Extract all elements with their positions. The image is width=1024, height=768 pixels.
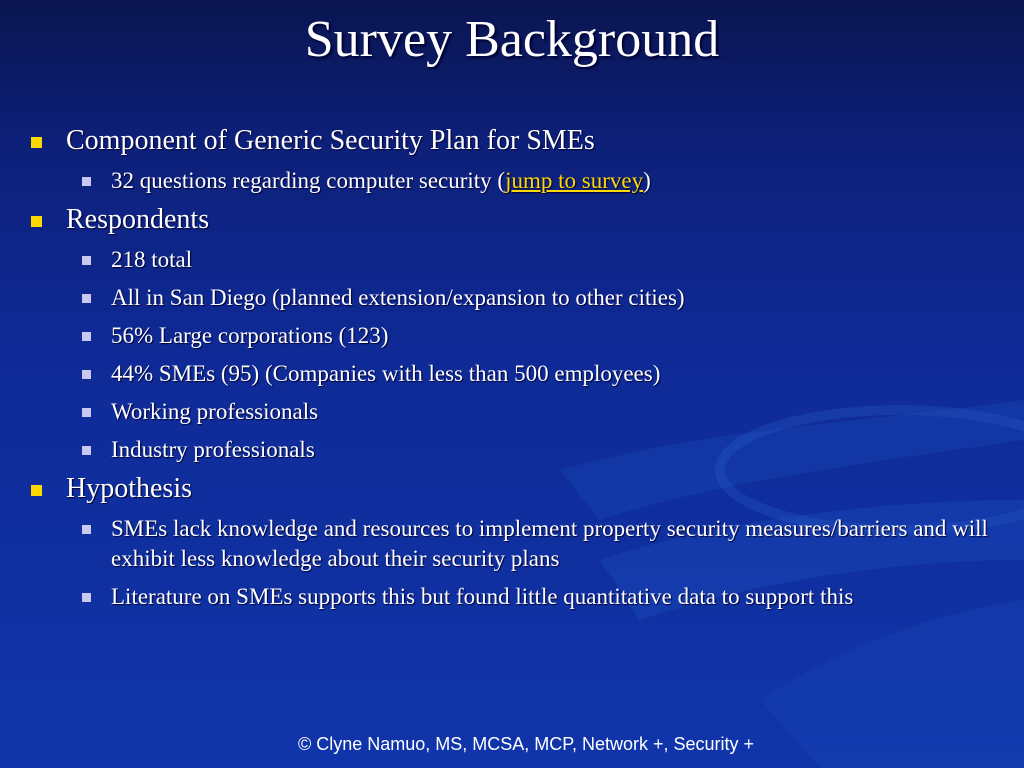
lavender-square-bullet-icon <box>82 370 91 379</box>
sub-bullet-item <box>28 397 988 427</box>
lavender-square-bullet-icon <box>82 593 91 602</box>
lavender-square-bullet-icon <box>82 256 91 265</box>
slide-body <box>28 124 988 612</box>
bullet-text: Hypothesis <box>66 473 192 504</box>
sub-bullet-item <box>28 321 988 351</box>
lavender-square-bullet-icon <box>82 294 91 303</box>
lavender-square-bullet-icon <box>82 446 91 455</box>
sub-bullet-text: 218 total <box>111 247 193 272</box>
slide-footer-copyright: © Clyne Namuo, MS, MCSA, MCP, Network +, Security + <box>297 734 755 754</box>
sub-bullet-item <box>28 582 988 612</box>
lavender-square-bullet-icon <box>82 408 91 417</box>
jump-to-survey-link[interactable]: jump to survey <box>505 168 644 193</box>
sub-bullet-text: Working professionals <box>111 399 319 424</box>
lavender-square-bullet-icon <box>82 525 91 534</box>
sub-bullet-item <box>28 514 988 574</box>
sub-bullet-text: All in San Diego (planned extension/expansion to other cities) <box>111 285 685 310</box>
sub-bullet-text: SMEs lack knowledge and resources to implement property security measures/barriers and will exhibit less knowledge about their security plans <box>111 516 988 571</box>
sub-bullet-item-questions <box>28 166 988 196</box>
sub-bullet-text: 44% SMEs (95) (Companies with less than 500 employees) <box>111 361 661 386</box>
sub-bullet-item <box>28 435 988 465</box>
lavender-square-bullet-icon <box>82 177 91 186</box>
slide-title: Survey Background <box>304 11 720 68</box>
yellow-square-bullet-icon <box>31 485 42 496</box>
bullet-item-hypothesis <box>28 472 988 506</box>
sub-bullet-item <box>28 283 988 313</box>
yellow-square-bullet-icon <box>31 216 42 227</box>
sub-bullet-item <box>28 245 988 275</box>
sub-bullet-text: Literature on SMEs supports this but found little quantitative data to support this <box>111 584 854 609</box>
sub-bullet-text-suffix: ) <box>643 168 651 193</box>
lavender-square-bullet-icon <box>82 332 91 341</box>
sub-bullet-item <box>28 359 988 389</box>
yellow-square-bullet-icon <box>31 137 42 148</box>
sub-bullet-text: Industry professionals <box>111 437 315 462</box>
bullet-text: Respondents <box>66 204 210 235</box>
bullet-item-respondents <box>28 203 988 237</box>
sub-bullet-text: 32 questions regarding computer security ( <box>111 168 506 193</box>
sub-bullet-text: 56% Large corporations (123) <box>111 323 389 348</box>
bullet-item-component <box>28 124 988 158</box>
bullet-text: Component of Generic Security Plan for SMEs <box>66 125 595 156</box>
